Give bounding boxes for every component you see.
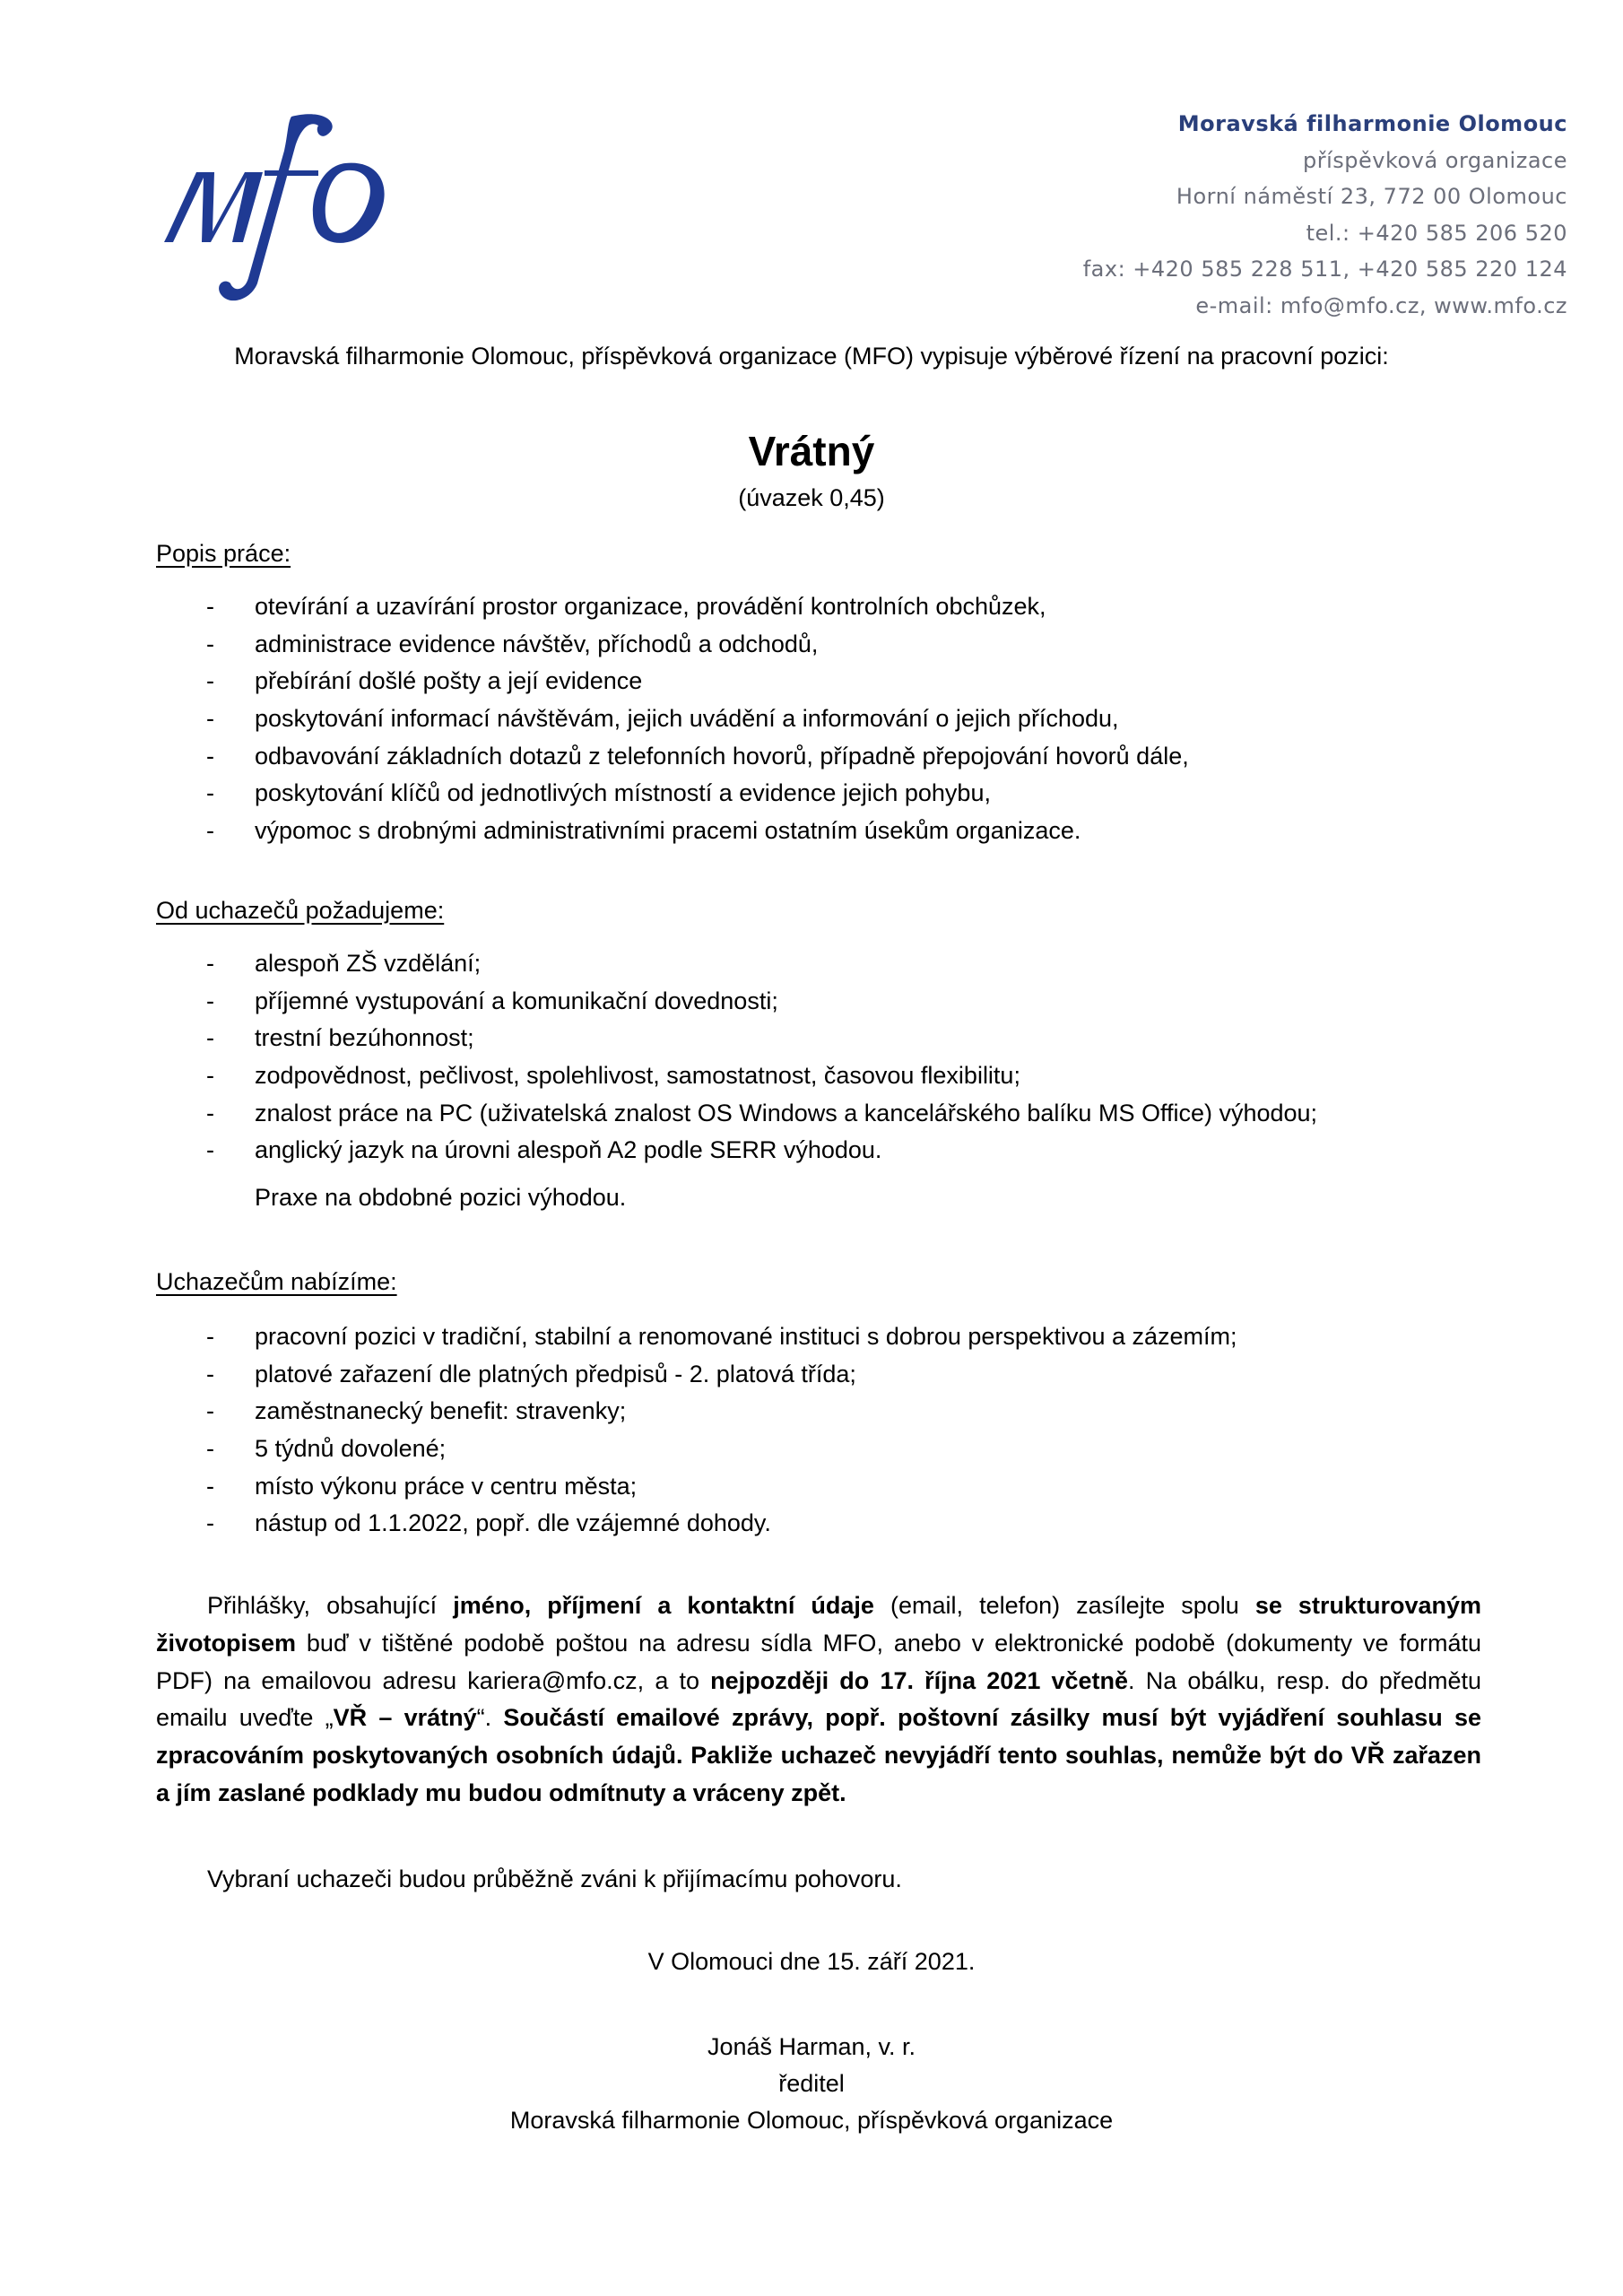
list-item: - platové zařazení dle platných předpisů - 2. platová třída; (206, 1360, 856, 1387)
application-instructions: Přihlášky, obsahující jméno, příjmení a kontaktní údaje (email, telefon) zasílejte spolu se strukturovaným životopisem buď v tištěné podobě poštou na adresu sídla MFO, anebo v elektronické podobě (dokumenty ve formátu PDF) na emailovou adresu kariera@mfo.cz, a to nejpozději do 17. října 2021 včetně. Na obálku, resp. do předmětu emailu uveďte „VŘ – vrátný“. Součástí emailové zprávy, popř. poštovní zásilky musí být vyjádření souhlasu se zpracováním poskytovaných osobních údajů. Pakliže uchazeč nevyjádří tento souhlas, nemůže být do VŘ zařazen a jím zaslané podklady mu budou odmítnuty a vráceny zpět. (156, 1592, 1482, 1806)
position-subtitle: (úvazek 0,45) (738, 484, 885, 511)
signature-organization: Moravská filharmonie Olomouc, příspěvková organizace (509, 2107, 1114, 2134)
list-item: - alespoň ZŠ vzdělání; (206, 950, 482, 977)
signature-name: Jonáš Harman, v. r. (707, 2033, 916, 2060)
requirements-heading: Od uchazečů požadujeme: (156, 897, 445, 924)
letterhead-address: Horní náměstí 23, 772 00 Olomouc (1176, 184, 1567, 209)
job-description-heading: Popis práce: (156, 540, 291, 567)
letterhead-tel: tel.: +420 585 206 520 (1306, 220, 1567, 246)
requirements-list (156, 945, 1483, 1170)
offer-list (156, 1318, 1483, 1543)
date-line: V Olomouci dne 15. září 2021. (647, 1948, 976, 1975)
letterhead-fax: fax: +420 585 228 511, +420 585 220 124 (1082, 257, 1567, 282)
list-item: - místo výkonu práce v centru města; (206, 1472, 638, 1500)
list-item: - pracovní pozici v tradiční, stabilní a renomované instituci s dobrou perspektivou a zázemím; (206, 1323, 1237, 1350)
list-item: - trestní bezúhonnost; (206, 1024, 474, 1052)
list-item: - nástup od 1.1.2022, popř. dle vzájemné dohody. (206, 1509, 771, 1537)
position-title: Vrátný (748, 428, 875, 474)
list-item: - zodpovědnost, pečlivost, spolehlivost, samostatnost, časovou flexibilitu; (206, 1062, 1020, 1090)
list-item: - přebírání došlé pošty a její evidence (206, 667, 643, 695)
letterhead-org-name: Moravská filharmonie Olomouc (1177, 111, 1567, 136)
list-item: - zaměstnanecký benefit: stravenky; (206, 1397, 627, 1425)
list-item: - odbavování základních dotazů z telefonních hovorů, případně přepojování hovorů dále, (206, 742, 1189, 770)
signature-block (0, 2029, 1623, 2139)
list-item: - výpomoc s drobnými administrativními pracemi ostatním úsekům organizace. (206, 817, 1081, 845)
list-item: - 5 týdnů dovolené; (206, 1435, 447, 1463)
job-description-list (156, 588, 1483, 850)
list-item: - příjemné vystupování a komunikační dovednosti; (206, 987, 778, 1014)
list-item: - znalost práce na PC (uživatelská znalost OS Windows a kancelářského balíku MS Office) výhodou; (206, 1099, 1318, 1126)
mfo-logo-icon (157, 108, 408, 305)
interview-note: Vybraní uchazeči budou průběžně zváni k přijímacímu pohovoru. (207, 1866, 902, 1892)
intro-text: Moravská filharmonie Olomouc, příspěvková organizace (MFO) vypisuje výběrové řízení na pracovní pozici: (234, 343, 1389, 370)
list-item: - anglický jazyk na úrovni alespoň A2 podle SERR výhodou. (206, 1136, 882, 1164)
mfo-logo (157, 108, 408, 305)
letterhead-org-type: příspěvková organizace (1303, 147, 1567, 173)
letterhead (922, 106, 1567, 324)
letterhead-email-web: e-mail: mfo@mfo.cz, www.mfo.cz (1195, 292, 1567, 318)
list-item: - otevírání a uzavírání prostor organizace, provádění kontrolních obchůzek, (206, 593, 1046, 620)
signature-role: ředitel (778, 2070, 845, 2097)
list-item: - poskytování informací návštěvám, jejich uvádění a informování o jejich příchodu, (206, 705, 1119, 733)
list-item: - administrace evidence návštěv, příchodů a odchodů, (206, 630, 819, 657)
list-item: - poskytování klíčů od jednotlivých místností a evidence jejich pohybu, (206, 779, 991, 807)
offer-heading: Uchazečům nabízíme: (156, 1268, 397, 1295)
experience-note: Praxe na obdobné pozici výhodou. (255, 1184, 627, 1211)
